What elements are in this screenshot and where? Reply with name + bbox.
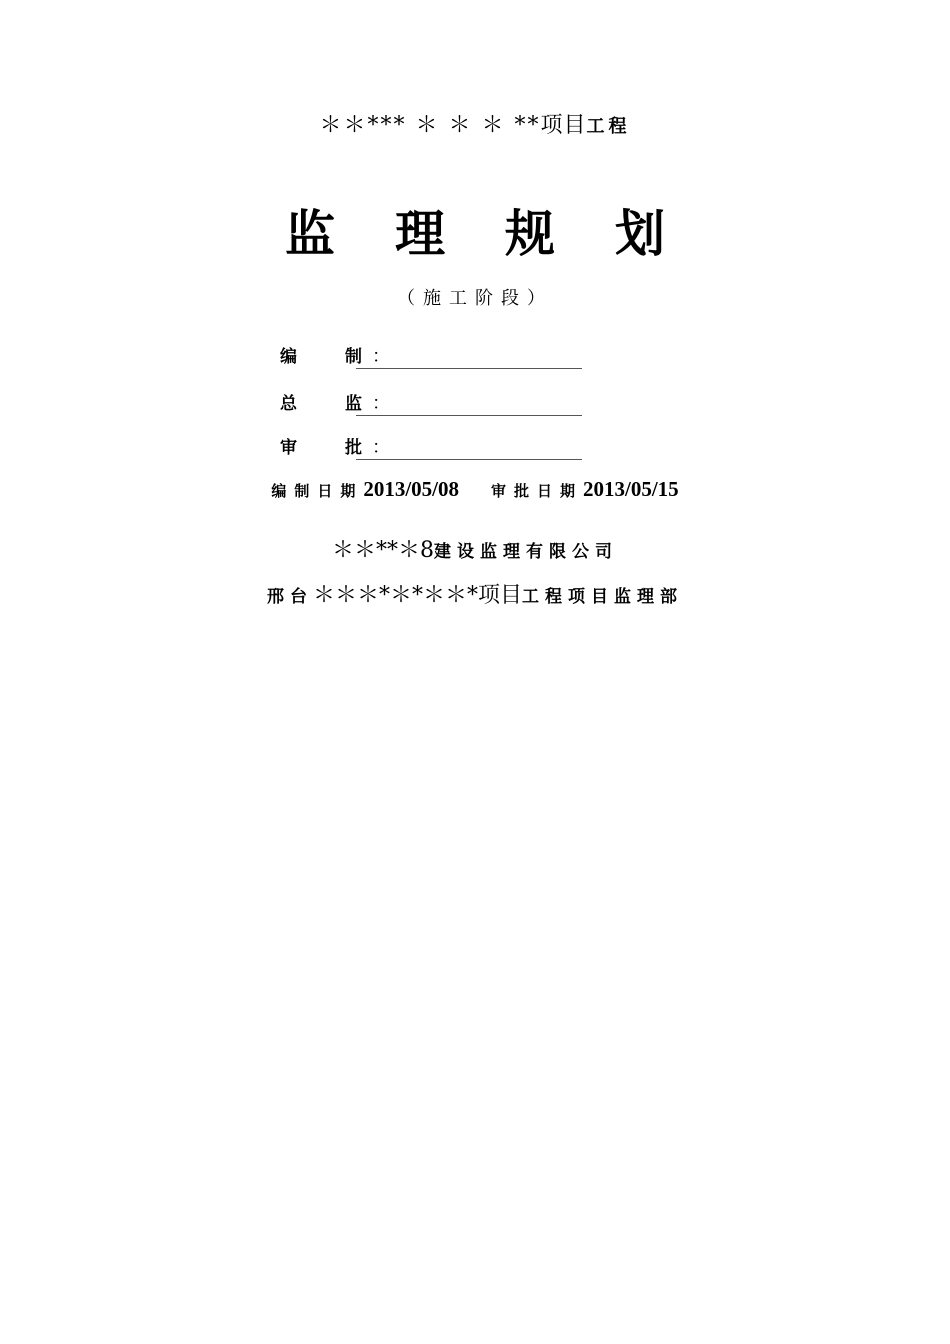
company-prefix: ＊＊**＊8 <box>332 538 434 563</box>
approve-date-value: 2013/05/15 <box>583 477 679 501</box>
department-name: 工程项目监理部 <box>522 587 684 607</box>
signature-field-line[interactable] <box>356 368 582 369</box>
signature-row-chief-supervisor <box>280 389 590 419</box>
document-title: 监理规划 <box>285 205 725 263</box>
signature-colon: ： <box>372 346 390 367</box>
project-name-prefix: ＊＊*** ＊ ＊ ＊ ** <box>319 113 541 138</box>
signature-row-compiler <box>280 342 590 372</box>
signature-field-line[interactable] <box>356 459 582 460</box>
department-city: 邢台 <box>266 587 313 607</box>
compile-date-value: 2013/05/08 <box>363 477 459 501</box>
approve-date-label: 审批日期 <box>491 482 584 500</box>
department-mid: ＊＊＊*＊*＊＊* <box>312 583 478 608</box>
signature-label-char: 编 <box>280 347 297 367</box>
signature-label <box>280 433 362 458</box>
signature-label <box>280 342 362 367</box>
project-name-mid: 项目 <box>540 113 587 138</box>
project-name-suffix: 工程 <box>586 116 631 137</box>
department-project: 项目 <box>478 583 523 608</box>
signature-field-line[interactable] <box>356 415 582 416</box>
document-subtitle: （施工阶段） <box>397 288 553 309</box>
project-name-line <box>0 108 950 139</box>
company-line <box>0 533 950 564</box>
signature-colon: ： <box>372 437 390 458</box>
signature-label-char: 批 <box>345 438 362 458</box>
compile-date-label: 编制日期 <box>271 482 364 500</box>
signature-row-approver <box>280 433 590 463</box>
dates-line <box>0 477 950 502</box>
signature-label-char: 制 <box>345 347 362 367</box>
department-line <box>0 578 950 609</box>
signature-label-char: 监 <box>345 394 362 414</box>
signature-label-char: 审 <box>280 438 297 458</box>
signature-colon: ： <box>372 393 390 414</box>
signature-label-char: 总 <box>280 394 297 414</box>
signature-label <box>280 389 362 414</box>
company-name: 建设监理有限公司 <box>434 542 618 562</box>
